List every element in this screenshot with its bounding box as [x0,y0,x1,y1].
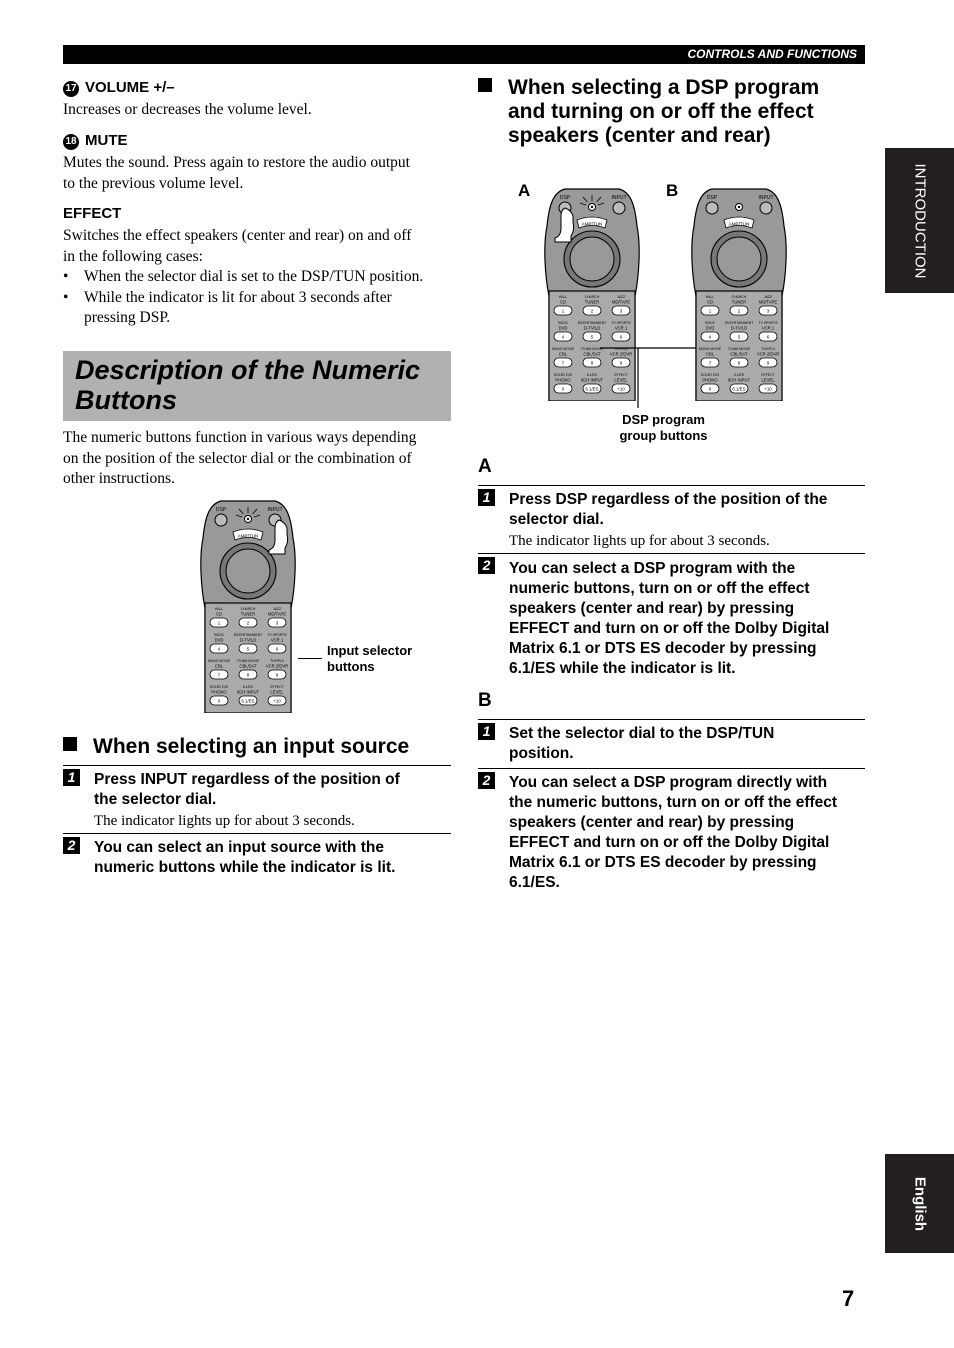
step-note: The indicator lights up for about 3 seconds. [94,813,355,829]
language-tab-label: English [911,1176,928,1231]
step-number-badge: 1 [478,489,495,506]
section-title-box [63,351,451,421]
numeric-key-label: 7 [217,672,221,678]
keypad-source-label: D-TV/LD [239,637,257,643]
dsp-callout-lines [600,340,710,410]
keypad-top-label: 6.1/ES [242,685,254,689]
dsp-b-step-2 [478,768,865,899]
keypad-top-label: JAZZ [616,295,626,299]
numeric-key-label: 5 [246,646,250,652]
keypad-top-label: ENTERTAINMENT [724,321,754,325]
keypad-top-label: DOLBY DIG [209,685,229,689]
text-line: position. [509,745,574,762]
dsp-b-step-1 [478,719,865,768]
keypad-source-label: CBL/SAT [239,663,257,669]
keypad-top-label: THX/PLII [614,347,628,351]
input-key [760,202,772,214]
keypad-top-label: TV SPORTS [611,321,631,325]
text-line: the selector dial. [94,791,217,808]
numeric-key-label: 3 [619,308,623,314]
keypad-source-label: VCR 1 [270,637,284,643]
dsp-heading [478,76,819,148]
volume-description: Increases or decreases the volume level. [63,101,312,118]
text-line: 6.1/ES while the indicator is lit. [509,660,736,677]
bullet-icon: • [63,288,69,306]
keypad-source-label: CBL [214,663,224,669]
figure-label-b: B [666,181,679,200]
numeric-key-label: 1 [217,620,221,626]
language-tab [885,1154,954,1253]
keypad-source-label: TUNER [240,611,256,617]
keypad-source-label: PHONO [211,689,227,695]
remote-illustration-input [199,498,297,718]
keypad-source-label: DVD [214,637,224,643]
item-number-badge: 18 [63,134,79,150]
keypad-top-label: MONO MOVIE [698,347,722,351]
numeric-key-label: 7 [561,360,565,366]
square-bullet-icon [63,737,77,751]
keypad-source-label: PHONO [555,377,571,383]
numeric-key-label: 1 [708,308,712,314]
numeric-key-label: 9 [275,672,279,678]
mute-heading [63,132,128,150]
keypad-source-label: VCR 2/DVR [609,351,633,357]
numeric-key-label: 9 [619,360,623,366]
keypad-top-label: EFFECT [761,373,775,377]
numeric-key-label: 2 [246,620,250,626]
keypad-top-label: 70-MM MOVIE [236,659,260,663]
step-text [509,724,774,764]
section-b-letter: B [478,690,492,711]
step-number-badge: 1 [63,769,80,786]
selector-dial-knob [717,237,761,281]
callout-line [298,658,322,659]
selector-dial-knob [226,549,270,593]
dsp-key-label: DSP [706,195,718,201]
numeric-key-label: +10 [273,698,281,704]
effect-description [63,226,453,329]
text-line: to the previous volume level. [63,174,244,192]
volume-heading [63,79,175,97]
numeric-key-label: 0 [708,386,712,392]
keypad-source-label: TUNER [584,299,600,305]
text-line: EFFECT and turn on or off the Dolby Digital [509,620,830,637]
numeric-description [63,428,416,490]
step-note: The indicator lights up for about 3 seconds. [509,533,770,549]
keypad-top-label: TV SPORTS [758,321,778,325]
text-line: in the following cases: [63,247,203,265]
keypad-top-label: HALL [705,295,715,299]
keypad-source-label: CBL/SAT [583,351,601,357]
keypad-top-label: 70-MM MOVIE [580,347,604,351]
numeric-key-label: 6 [766,334,770,340]
keypad-source-label: VCR 1 [614,325,628,331]
text-line: You can select an input source with the [94,839,384,856]
keypad-top-label: EFFECT [270,685,284,689]
remote-svg [199,498,297,713]
text-line: 6.1/ES. [509,874,560,891]
numeric-key-label: 4 [217,646,221,652]
numeric-key-label: 3 [766,308,770,314]
heading-text: speakers (center and rear) [508,124,771,147]
numeric-key-label: 6 [275,646,279,652]
keypad-top-label: JAZZ [272,607,282,611]
numeric-key-label: 6.1/ES [732,386,746,392]
step-number-badge: 2 [478,772,495,789]
keypad-top-label: CHURCH [731,295,747,299]
numeric-key-label: 0 [561,386,565,392]
keypad-top-label: MONO MOVIE [551,347,575,351]
numeric-key-label: 8 [737,360,741,366]
dsp-key [706,202,718,214]
keypad-top-label: ROCK [558,321,568,325]
text-line: Mutes the sound. Press again to restore the audio output [63,154,410,171]
running-header-label: CONTROLS AND FUNCTIONS [687,47,857,61]
keypad-source-label: CD [559,299,567,305]
input-source-heading [63,735,409,759]
input-key [613,202,625,214]
numeric-key-label: 8 [246,672,250,678]
keypad-top-label: MONO MOVIE [207,659,231,663]
step-text [509,773,837,893]
text-line: Set the selector dial to the DSP/TUN [509,725,775,742]
step-number-badge: 1 [478,723,495,740]
input-key-label: INPUT [758,195,774,201]
step-text [509,490,827,530]
keypad-top-label: 6.1/ES [733,373,745,377]
step-text [94,770,400,810]
numeric-key-label: 6.1/ES [585,386,599,392]
keypad-source-label: TUNER [731,299,747,305]
text-line: Matrix 6.1 or DTS ES decoder by pressing [509,854,817,871]
numeric-key-label: 8 [590,360,594,366]
numeric-key-label: 4 [561,334,565,340]
mute-description [63,153,410,194]
section-tab-label: INTRODUCTION [911,163,928,278]
keypad-top-label: ENTERTAINMENT [233,633,263,637]
selector-dial-label: AMP/TUN [728,221,750,227]
section-tab-introduction [885,148,954,293]
numeric-key-label: 6 [619,334,623,340]
keypad-top-label: TV SPORTS [267,633,287,637]
dsp-key-label: DSP [215,507,227,513]
text-line: other instructions. [63,470,175,487]
page-number: 7 [842,1286,855,1311]
input-key-label: INPUT [611,195,627,201]
keypad-top-label: JAZZ [763,295,773,299]
bullet-icon: • [63,268,69,285]
keypad-top-label: CHURCH [584,295,600,299]
keypad-top-label: ENTERTAINMENT [577,321,607,325]
numeric-key-label: 6.1/ES [241,698,255,704]
text-line: Matrix 6.1 or DTS ES decoder by pressing [509,640,817,657]
numeric-key-label: 9 [766,360,770,366]
running-header [63,45,865,64]
text-line: Switches the effect speakers (center and rear) on and off [63,227,412,244]
bullet-item [63,288,453,329]
text-line: The numeric buttons function in various ways depending [63,429,417,446]
section-title [75,355,420,415]
text-line: When the selector dial is set to the DSP/TUN position. [84,268,424,285]
caption-line: buttons [327,659,375,674]
text-line: Press DSP regardless of the position of the [509,491,828,508]
text-line: on the position of the selector dial or the combination of [63,449,412,467]
keypad-top-label: THX/PLII [270,659,284,663]
numeric-key-label: +10 [764,386,772,392]
dsp-a-step-2 [478,553,865,684]
keypad-source-label: LEVEL [614,377,628,383]
text-line: speakers (center and rear) by pressing [509,600,795,617]
keypad-source-label: 6CH INPUT [236,689,260,695]
keypad-top-label: CHURCH [240,607,256,611]
dsp-a-step-1 [478,485,865,554]
caption-line: group buttons [619,428,708,443]
keypad-source-label: MD/TAPE [267,611,287,617]
keypad-top-label: ROCK [214,633,224,637]
text-line: numeric buttons while the indicator is lit. [94,859,396,876]
step-text [509,559,829,679]
keypad-source-label: LEVEL [761,377,775,383]
keypad-source-label: LEVEL [270,689,284,695]
keypad-source-label: VCR 1 [761,325,775,331]
keypad-source-label: D-TV/LD [583,325,601,331]
keypad-source-label: MD/TAPE [611,299,631,305]
keypad-source-label: DVD [705,325,715,331]
keypad-top-label: ROCK [705,321,715,325]
mute-title: MUTE [85,132,128,149]
indicator-dot [591,206,593,208]
keypad-source-label: CD [706,299,714,305]
step-number-badge: 2 [63,837,80,854]
effect-heading: EFFECT [63,205,122,222]
numeric-key-label: 1 [561,308,565,314]
keypad-top-label: THX/PLII [761,347,775,351]
keypad-source-label: MD/TAPE [758,299,778,305]
title-line: Buttons [75,385,177,415]
keypad-top-label: DOLBY DIG [700,373,720,377]
numeric-key-label: 5 [590,334,594,340]
numeric-key-label: 2 [737,308,741,314]
dsp-key-label: DSP [559,195,571,201]
selector-dial-knob [570,237,614,281]
numeric-key-label: 0 [217,698,221,704]
text-line: the numeric buttons, turn on or off the effect [509,794,838,811]
keypad-source-label: CBL/SAT [730,351,748,357]
numeric-key-label: 2 [590,308,594,314]
text-line: EFFECT and turn on or off the Dolby Digital [509,834,830,851]
numeric-key-label: 4 [708,334,712,340]
keypad-top-label: 6.1/ES [586,373,598,377]
step-text [94,838,395,878]
keypad-top-label: DOLBY DIG [553,373,573,377]
figure-label-a: A [518,181,531,200]
heading-text: and turning on or off the effect [508,100,814,123]
text-line: You can select a DSP program directly with [509,774,828,791]
caption-line: DSP program [622,412,705,427]
text-line: numeric buttons, turn on or off the effect [509,580,810,597]
step-number-badge: 2 [478,557,495,574]
numeric-key-label: 5 [737,334,741,340]
input-step-2 [63,833,451,884]
text-line: speakers (center and rear) by pressing [509,814,795,831]
keypad-source-label: CBL [558,351,568,357]
title-line: Description of the Numeric [75,355,421,385]
keypad-source-label: VCR 2/DVR [756,351,780,357]
indicator-dot [738,206,740,208]
volume-title: VOLUME +/– [85,79,175,96]
keypad-source-label: CBL [705,351,715,357]
text-line: While the indicator is lit for about 3 seconds after [84,288,392,306]
dsp-key [215,514,227,526]
text-line: pressing DSP. [84,309,171,326]
keypad-source-label: VCR 2/DVR [265,663,289,669]
caption-line: Input selector [327,643,413,658]
keypad-source-label: D-TV/LD [730,325,748,331]
numeric-key-label: 3 [275,620,279,626]
text-line: selector dial. [509,511,604,528]
item-number-badge: 17 [63,81,79,97]
bullet-item [63,267,453,288]
square-bullet-icon [478,78,492,92]
numeric-key-label: 7 [708,360,712,366]
keypad-top-label: 70-MM MOVIE [727,347,751,351]
input-selector-callout [327,643,412,675]
keypad-source-label: 6CH INPUT [580,377,604,383]
numeric-key-label: +10 [617,386,625,392]
selector-dial-label: AMP/TUN [581,221,603,227]
keypad-source-label: 6CH INPUT [727,377,751,383]
dsp-group-callout [596,412,731,444]
selector-dial-label: AMP/TUN [237,533,259,539]
indicator-dot [247,518,249,520]
keypad-source-label: CD [215,611,223,617]
keypad-top-label: HALL [558,295,568,299]
section-a-letter: A [478,456,492,477]
heading-text: When selecting an input source [93,735,410,758]
text-line: Press INPUT regardless of the position of [94,771,400,788]
heading-text: When selecting a DSP program [508,76,820,99]
text-line: You can select a DSP program with the [509,560,796,577]
keypad-top-label: EFFECT [614,373,628,377]
keypad-top-label: HALL [214,607,224,611]
keypad-source-label: PHONO [702,377,718,383]
input-key-label: INPUT [267,507,283,513]
keypad-source-label: DVD [558,325,568,331]
input-step-1 [63,765,451,834]
